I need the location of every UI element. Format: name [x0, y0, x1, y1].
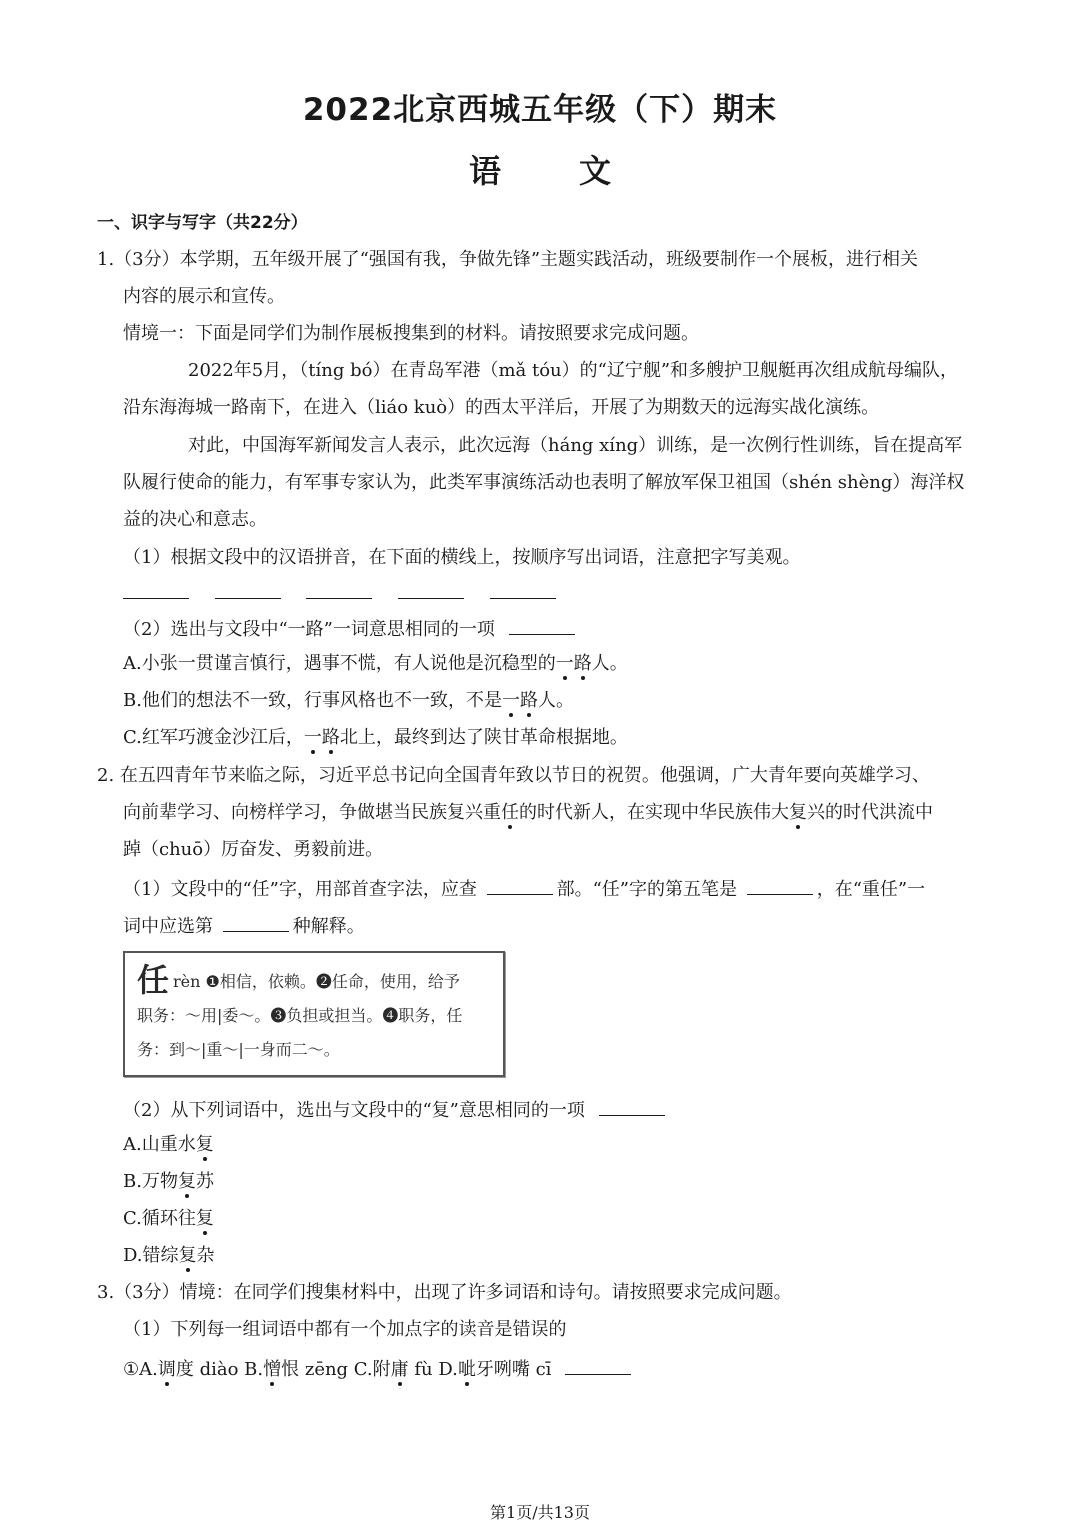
q2-sub1-text: 部。“任”字的第五笔是 [556, 879, 737, 900]
dotted-char: 一 [303, 727, 322, 748]
answer-blank-1[interactable] [123, 578, 189, 599]
answer-blank-2[interactable] [215, 578, 281, 599]
q2-sub1-text: （1）文段中的“任”字，用部首查字法，应查 [123, 879, 477, 900]
stroke-blank[interactable] [747, 874, 813, 895]
subject-title: 语文 [468, 152, 689, 190]
q1-answer-blanks [123, 578, 556, 607]
page-footer: 第1页/共13页 [490, 1503, 590, 1522]
q3-text: ①A. [123, 1359, 158, 1380]
option-text: 苏 [195, 1171, 214, 1192]
q1-para2-line1: 对此，中国海军新闻发言人表示，此次远海（háng xíng）训练，是一次例行性训练，旨在提高军 [188, 435, 963, 456]
q1-option-c [123, 725, 628, 751]
dict-text: rèn ❶相信，依赖。❷任命，使用，给予 [173, 972, 460, 991]
q1-sub1: （1）根据文段中的汉语拼音，在下面的横线上，按顺序写出词语，注意把字写美观。 [123, 547, 801, 568]
q1-option-b [123, 688, 574, 714]
dict-headword: 任 [137, 961, 170, 999]
q2-sub1-text: 种解释。 [292, 916, 365, 937]
dotted-char: 憎 [263, 1359, 282, 1380]
dotted-char: 复 [195, 1134, 214, 1155]
q2-sub1-cont [123, 911, 365, 940]
q1-para2-line3: 益的决心和意志。 [123, 509, 267, 530]
q1-intro-line1: 1.（3分）本学期，五年级开展了“强国有我，争做先锋”主题实践活动，班级要制作一个展板，进行相关 [97, 249, 919, 270]
q3-text: 牙咧嘴 cī [475, 1359, 552, 1380]
q2-sub2-text: （2）从下列词语中，选出与文段中的“复”意思相同的一项 [123, 1100, 585, 1121]
q3-sub1: （1）下列每一组词语中都有一个加点字的读音是错误的 [123, 1319, 567, 1340]
option-text: 北上，最终到达了陕甘革命根据地。 [339, 727, 628, 748]
dotted-char: 呲 [457, 1359, 476, 1380]
q2-text: 向前辈学习、向榜样学习，争做堪当民族复兴重 [123, 802, 501, 823]
option-text: D.错综 [123, 1245, 179, 1266]
dotted-char: 复 [178, 1245, 197, 1266]
q2-sub2 [123, 1095, 665, 1124]
option-text: 人。 [537, 690, 574, 711]
answer-blank-3[interactable] [306, 578, 372, 599]
q1-intro-line2: 内容的展示和宣传。 [123, 286, 285, 307]
q3-text: 恨 zēng C.附 [281, 1359, 391, 1380]
dotted-char: 调 [157, 1359, 176, 1380]
q3-row1 [123, 1354, 631, 1383]
q1-para1-line2: 沿东海海城一路南下，在进入（liáo kuò）的西太平洋后，开展了为期数天的远海实战化演练。 [123, 397, 880, 418]
q2-option-a [123, 1132, 214, 1158]
q2-text: 兴的时代洪流中 [807, 802, 933, 823]
option-text: B.他们的想法不一致，行事风格也不一致，不是 [123, 690, 502, 711]
q2-line1: 2. 在五四青年节来临之际，习近平总书记向全国青年致以节日的祝贺。他强调，广大青年要向英雄学习、 [97, 765, 930, 786]
q3-row1-blank[interactable] [565, 1354, 631, 1375]
dotted-char: 一 [501, 690, 520, 711]
q1-sub2 [123, 614, 575, 643]
dotted-char: 复 [789, 802, 807, 823]
dict-row-1 [137, 963, 491, 999]
q2-text: 的时代新人，在实现中华民族伟大 [519, 802, 789, 823]
section-heading: 一、识字与写字（共22分） [97, 213, 308, 233]
dictionary-entry-box [123, 951, 505, 1077]
dotted-char: 复 [195, 1208, 214, 1229]
q1-sub2-text: （2）选出与文段中“一路”一词意思相同的一项 [123, 619, 495, 640]
q1-option-a [123, 651, 628, 677]
q2-line3: 踔（chuō）厉奋发、勇毅前进。 [123, 839, 384, 860]
dict-row-2: 职务：～用|委～。❸负担或担当。❹职务，任 [137, 1006, 463, 1025]
dotted-char: 路 [321, 727, 340, 748]
dotted-char: 任 [501, 802, 519, 823]
dotted-char: 庸 [390, 1359, 409, 1380]
q3-line1: 3.（3分）情境：在同学们搜集材料中，出现了许多词语和诗句。请按照要求完成问题。 [97, 1282, 792, 1303]
q2-line2 [123, 800, 933, 826]
dict-row-3: 务：到～|重～|一身而二～。 [137, 1040, 340, 1059]
dotted-char: 复 [177, 1171, 196, 1192]
option-text: A.山重水 [123, 1134, 196, 1155]
q1-para2-line2: 队履行使命的能力，有军事专家认为，此类军事演练活动也表明了解放军保卫祖国（shén shèng）海洋权 [123, 472, 965, 493]
q1-sub2-blank[interactable] [509, 614, 575, 635]
answer-blank-4[interactable] [398, 578, 464, 599]
meaning-blank[interactable] [223, 911, 289, 932]
q1-scene: 情境一：下面是同学们为制作展板搜集到的材料。请按照要求完成问题。 [123, 323, 699, 344]
q3-text: fù D. [408, 1359, 458, 1380]
dotted-char: 一 [555, 653, 574, 674]
q2-sub1 [123, 874, 925, 903]
q2-sub1-text: ，在“重任”一 [816, 879, 926, 900]
dotted-char: 路 [573, 653, 592, 674]
q2-option-b [123, 1169, 214, 1195]
option-text: 人。 [591, 653, 628, 674]
q3-text: 度 diào B. [175, 1359, 264, 1380]
option-text: C.红军巧渡金沙江后， [123, 727, 304, 748]
q2-option-d [123, 1243, 215, 1269]
q2-option-c [123, 1206, 214, 1232]
q2-sub1-text: 词中应选第 [123, 916, 213, 937]
page-title: 2022北京西城五年级（下）期末 [302, 92, 778, 128]
option-text: C.循环往 [123, 1208, 196, 1229]
dotted-char: 路 [519, 690, 538, 711]
q1-para1-line1: 2022年5月，（tíng bó）在青岛军港（mǎ tóu）的“辽宁舰”和多艘护卫舰艇再次组成航母编队， [188, 360, 959, 381]
option-text: 杂 [196, 1245, 215, 1266]
q2-sub2-blank[interactable] [599, 1095, 665, 1116]
radical-blank[interactable] [487, 874, 553, 895]
option-text: B.万物 [123, 1171, 178, 1192]
option-text: A.小张一贯谨言慎行，遇事不慌，有人说他是沉稳型的 [123, 653, 556, 674]
answer-blank-5[interactable] [490, 578, 556, 599]
